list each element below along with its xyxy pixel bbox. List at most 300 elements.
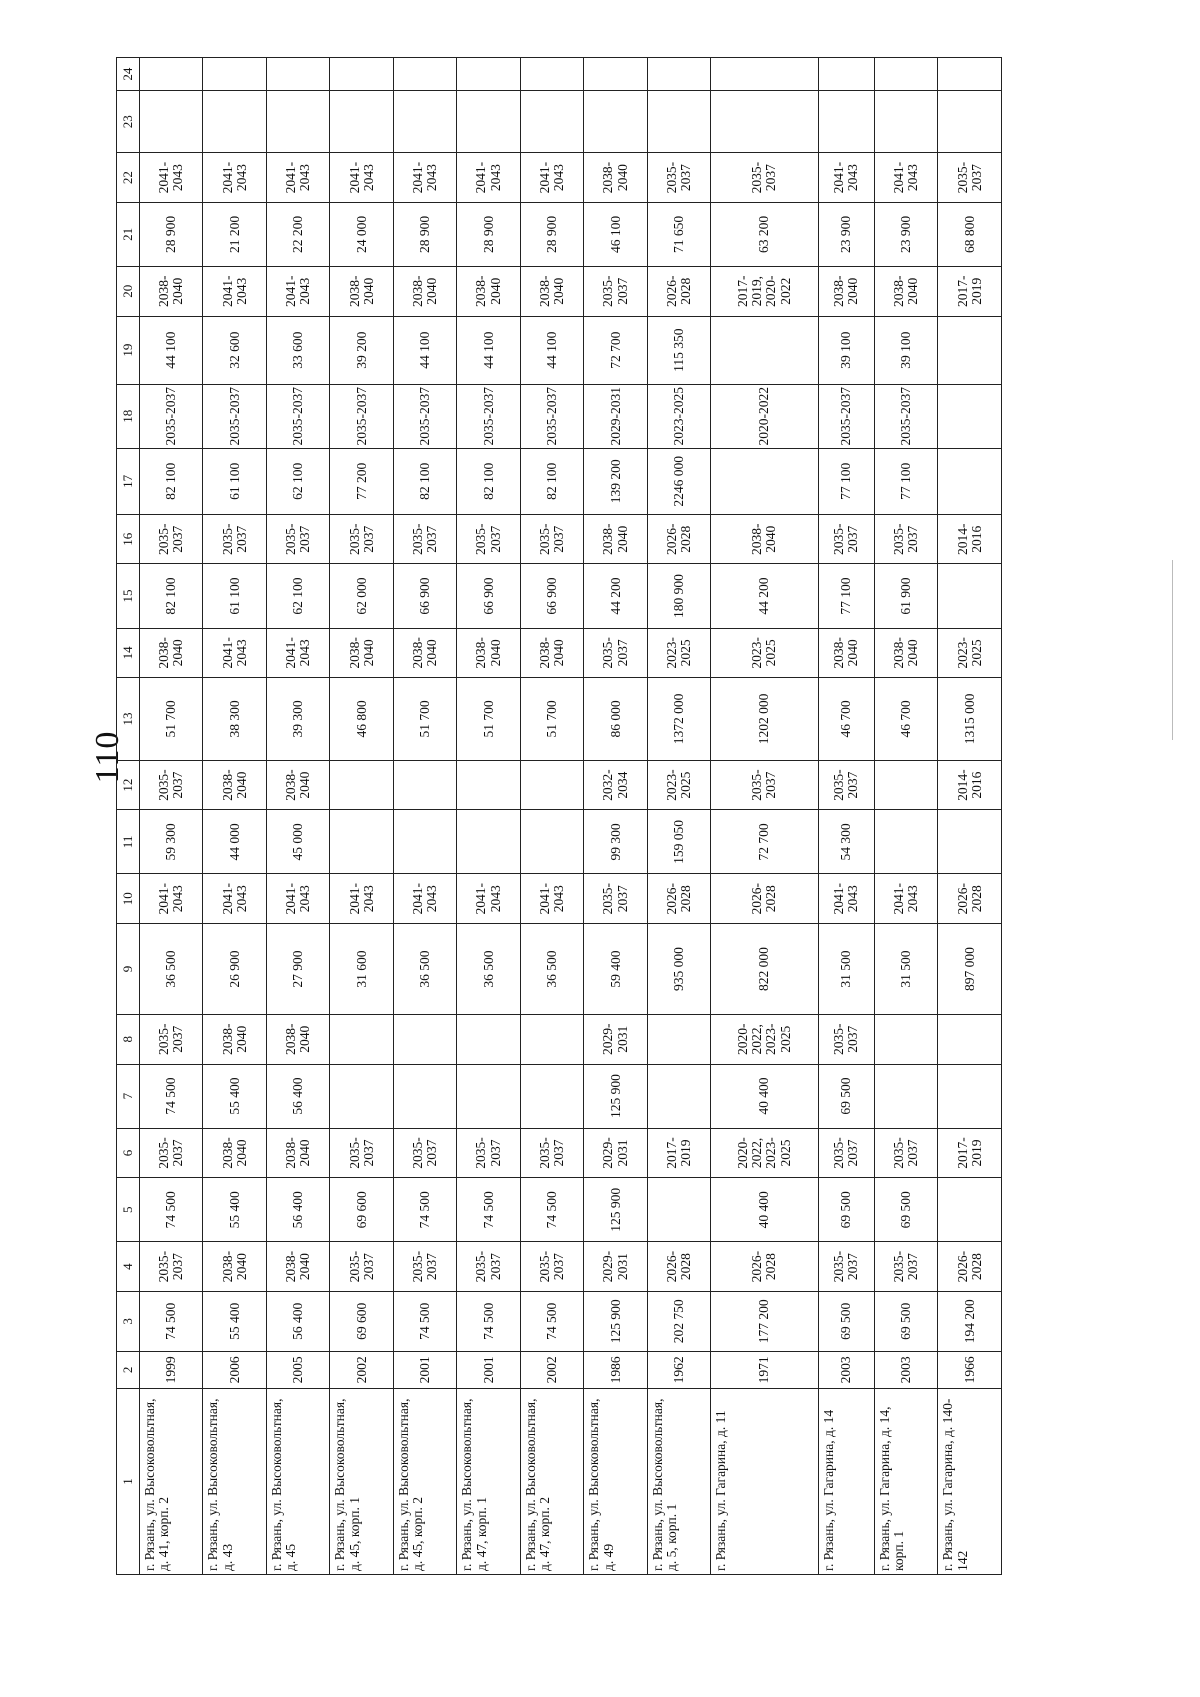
table-cell: 61 900 [874,564,937,628]
column-header-17: 17 [117,448,140,514]
table-cell [140,58,203,91]
table-cell [874,1064,937,1128]
column-header-12: 12 [117,760,140,810]
table-cell: 115 350 [647,316,710,384]
table-cell: 72 700 [711,810,818,874]
table-cell: 61 100 [203,448,266,514]
column-header-16: 16 [117,514,140,564]
table-cell: 24 000 [330,202,393,266]
table-cell: 66 900 [393,564,456,628]
table-cell: 2035-2037 [520,1128,583,1178]
table-cell: 23 900 [818,202,874,266]
table-cell: 74 500 [393,1178,456,1242]
table-cell: 2041-2043 [266,266,329,316]
table-cell: 55 400 [203,1291,266,1351]
table-cell: 2035-2037 [330,514,393,564]
table-cell: 2035-2037 [140,1014,203,1064]
table-cell: 2035-2037 [938,153,1002,203]
table-cell: 2038-2040 [818,266,874,316]
table-cell: 36 500 [140,924,203,1015]
table-cell: 39 200 [330,316,393,384]
table-cell: 2041-2043 [520,153,583,203]
table-cell: 86 000 [584,678,647,761]
table-cell: 38 300 [203,678,266,761]
table-cell [203,91,266,153]
table-cell: 180 900 [647,564,710,628]
table-cell: 2035-2037 [818,760,874,810]
table-cell: 125 900 [584,1178,647,1242]
address-cell: г. Рязань, ул. Гагарина, д. 14, корп. 1 [874,1389,937,1575]
table-row [874,58,937,1575]
table-cell: 31 500 [874,924,937,1015]
table-cell: 2041-2043 [266,874,329,924]
table-cell: 2005 [266,1351,329,1388]
table-row [330,58,393,1575]
table-cell: 2003 [818,1351,874,1388]
table-cell [457,58,520,91]
table-cell: 2041-2043 [203,153,266,203]
table-cell [874,58,937,91]
table-cell: 21 200 [203,202,266,266]
column-header-14: 14 [117,628,140,678]
table-cell: 2041-2043 [874,874,937,924]
table-cell: 2038-2040 [203,1128,266,1178]
table-cell [330,810,393,874]
table-cell: 74 500 [520,1178,583,1242]
table-cell [457,1064,520,1128]
table-cell [520,760,583,810]
table-cell: 51 700 [457,678,520,761]
table-cell: 2041-2043 [203,266,266,316]
table-cell: 2041-2043 [818,153,874,203]
table-cell: 139 200 [584,448,647,514]
address-cell: г. Рязань, ул. Высоковольтная, д. 45, корп. 1 [330,1389,393,1575]
table-cell [393,91,456,153]
table-cell: 33 600 [266,316,329,384]
table-cell: 2035-2037 [457,514,520,564]
table-cell: 28 900 [457,202,520,266]
table-cell: 2038-2040 [584,153,647,203]
table-cell: 2026-2028 [647,1242,710,1292]
table-cell: 2038-2040 [874,628,937,678]
table-cell [938,448,1002,514]
table-cell: 23 900 [874,202,937,266]
table-cell: 2026-2028 [711,874,818,924]
table-cell: 51 700 [140,678,203,761]
table-cell: 62 000 [330,564,393,628]
table-row [203,58,266,1575]
address-cell: г. Рязань, ул. Высоковольтная, д. 43 [203,1389,266,1575]
table-cell: 74 500 [520,1291,583,1351]
table-cell [938,564,1002,628]
table-cell: 39 100 [874,316,937,384]
table-cell [647,1064,710,1128]
table-cell: 2035-2037 [520,514,583,564]
table-cell [457,91,520,153]
address-cell: г. Рязань, ул. Гагарина, д. 140-142 [938,1389,1002,1575]
table-cell: 28 900 [140,202,203,266]
column-header-10: 10 [117,874,140,924]
column-header-11: 11 [117,810,140,874]
table-cell: 2026-2028 [711,1242,818,1292]
table-cell [938,91,1002,153]
table-cell: 2038-2040 [330,266,393,316]
table-cell: 2029-2031 [584,1242,647,1292]
table-cell: 1971 [711,1351,818,1388]
table-cell: 2023-2025 [647,760,710,810]
table-cell: 39 300 [266,678,329,761]
table-cell [457,1014,520,1064]
table-cell: 2038-2040 [140,266,203,316]
table-cell: 2038-2040 [266,1128,329,1178]
table-cell: 2026-2028 [647,514,710,564]
table-cell: 2041-2043 [266,153,329,203]
rotated-table-container [116,57,1002,1575]
table-row [457,58,520,1575]
table-cell [330,1064,393,1128]
table-cell: 1986 [584,1351,647,1388]
table-cell: 2035-2037 [584,266,647,316]
table-cell: 2038-2040 [711,514,818,564]
table-cell [330,760,393,810]
table-cell: 1999 [140,1351,203,1388]
table-cell: 2038-2040 [140,628,203,678]
table-row [393,58,456,1575]
address-cell: г. Рязань, ул. Высоковольтная, д. 5, корп. 1 [647,1389,710,1575]
table-cell: 74 500 [140,1178,203,1242]
table-cell [938,1014,1002,1064]
table-cell: 2035-2037 [818,384,874,448]
table-cell: 177 200 [711,1291,818,1351]
table-cell: 2001 [457,1351,520,1388]
table-cell: 55 400 [203,1064,266,1128]
table-cell: 2017-2019 [647,1128,710,1178]
table-cell: 99 300 [584,810,647,874]
table-cell [874,760,937,810]
table-cell: 2035-2037 [818,514,874,564]
table-cell: 2020-2022 [711,384,818,448]
table-cell: 935 000 [647,924,710,1015]
table-cell: 2035-2037 [330,384,393,448]
table-cell: 2023-2025 [647,628,710,678]
table-cell: 46 700 [874,678,937,761]
table-cell: 51 700 [520,678,583,761]
table-cell: 36 500 [393,924,456,1015]
table-cell: 2038-2040 [203,1014,266,1064]
table-cell: 68 800 [938,202,1002,266]
table-cell: 2032-2034 [584,760,647,810]
table-cell: 69 600 [330,1178,393,1242]
table-cell: 2035-2037 [584,628,647,678]
column-header-7: 7 [117,1064,140,1128]
table-cell: 2035-2037 [266,384,329,448]
column-header-3: 3 [117,1291,140,1351]
column-header-21: 21 [117,202,140,266]
table-cell: 1966 [938,1351,1002,1388]
table-cell [393,1064,456,1128]
table-cell: 2035-2037 [874,1242,937,1292]
table-cell: 2041-2043 [457,874,520,924]
table-cell [711,58,818,91]
table-cell: 2002 [330,1351,393,1388]
column-header-4: 4 [117,1242,140,1292]
table-cell: 2041-2043 [457,153,520,203]
table-cell: 2035-2037 [140,1128,203,1178]
table-cell: 74 500 [393,1291,456,1351]
table-cell: 77 100 [818,564,874,628]
table-cell: 159 050 [647,810,710,874]
table-cell [393,760,456,810]
table-cell: 74 500 [140,1291,203,1351]
table-cell: 69 500 [818,1291,874,1351]
table-cell: 2041-2043 [330,874,393,924]
column-header-18: 18 [117,384,140,448]
column-header-1: 1 [117,1389,140,1575]
table-cell: 31 500 [818,924,874,1015]
table-cell [874,810,937,874]
table-cell [330,58,393,91]
table-cell: 2035-2037 [393,384,456,448]
table-row [711,58,818,1575]
table-cell: 2035-2037 [818,1014,874,1064]
table-cell: 22 200 [266,202,329,266]
table-cell [647,58,710,91]
table-cell: 2035-2037 [140,384,203,448]
address-cell: г. Рязань, ул. Высоковольтная, д. 41, корп. 2 [140,1389,203,1575]
table-cell [266,91,329,153]
table-cell: 2038-2040 [203,1242,266,1292]
table-cell: 2026-2028 [938,1242,1002,1292]
table-cell: 2035-2037 [457,1128,520,1178]
column-header-2: 2 [117,1351,140,1388]
table-cell: 59 300 [140,810,203,874]
address-cell: г. Рязань, ул. Гагарина, д. 14 [818,1389,874,1575]
table-cell: 1315 000 [938,678,1002,761]
table-cell [393,1014,456,1064]
table-row [266,58,329,1575]
table-cell: 28 900 [520,202,583,266]
column-header-23: 23 [117,91,140,153]
column-header-22: 22 [117,153,140,203]
table-cell: 56 400 [266,1178,329,1242]
table-cell: 82 100 [140,448,203,514]
table-cell: 40 400 [711,1064,818,1128]
table-cell [330,91,393,153]
table-cell: 2041-2043 [393,153,456,203]
table-cell: 2020-2022, 2023-2025 [711,1014,818,1064]
table-cell [457,760,520,810]
column-header-8: 8 [117,1014,140,1064]
table-cell: 2035-2037 [330,1128,393,1178]
address-cell: г. Рязань, ул. Высоковольтная, д. 47, корп. 2 [520,1389,583,1575]
table-cell: 2023-2025 [711,628,818,678]
table-cell: 56 400 [266,1291,329,1351]
table-cell [938,384,1002,448]
table-cell: 2035-2037 [203,384,266,448]
table-cell: 2035-2037 [874,384,937,448]
table-cell: 2001 [393,1351,456,1388]
table-cell: 2006 [203,1351,266,1388]
table-cell [938,810,1002,874]
column-header-19: 19 [117,316,140,384]
table-cell: 2038-2040 [266,1242,329,1292]
table-cell: 2035-2037 [140,760,203,810]
table-cell [711,316,818,384]
table-cell: 62 100 [266,448,329,514]
scan-edge-line [1172,560,1173,740]
repair-schedule-table [116,57,1002,1575]
table-cell: 27 900 [266,924,329,1015]
table-cell: 46 100 [584,202,647,266]
table-cell [520,58,583,91]
table-cell: 44 000 [203,810,266,874]
table-row [520,58,583,1575]
table-cell: 2041-2043 [520,874,583,924]
table-cell: 2014-2016 [938,760,1002,810]
table-cell: 74 500 [457,1178,520,1242]
table-cell: 69 500 [874,1291,937,1351]
table-cell: 2014-2016 [938,514,1002,564]
table-cell: 82 100 [457,448,520,514]
table-cell: 2003 [874,1351,937,1388]
table-cell: 2035-2037 [393,1128,456,1178]
table-cell [874,91,937,153]
table-cell: 62 100 [266,564,329,628]
table-cell: 2035-2037 [330,1242,393,1292]
table-cell: 77 100 [874,448,937,514]
table-cell: 74 500 [140,1064,203,1128]
table-cell: 44 100 [393,316,456,384]
table-cell: 63 200 [711,202,818,266]
table-cell: 2041-2043 [393,874,456,924]
table-cell: 2038-2040 [393,628,456,678]
table-cell [520,1014,583,1064]
table-cell: 2035-2037 [818,1242,874,1292]
table-cell: 69 500 [818,1178,874,1242]
table-cell [393,810,456,874]
table-cell [874,1014,937,1064]
table-cell: 2017-2019, 2020-2022 [711,266,818,316]
table-row [818,58,874,1575]
table-cell: 2041-2043 [330,153,393,203]
table-cell: 2041-2043 [203,628,266,678]
table-cell: 44 200 [711,564,818,628]
table-cell [140,91,203,153]
table-cell: 61 100 [203,564,266,628]
column-header-6: 6 [117,1128,140,1178]
table-cell: 77 200 [330,448,393,514]
table-cell: 2035-2037 [140,1242,203,1292]
table-cell: 2020-2022, 2023-2025 [711,1128,818,1178]
table-cell: 55 400 [203,1178,266,1242]
table-cell [711,448,818,514]
table-cell: 36 500 [457,924,520,1015]
table-cell [203,58,266,91]
table-cell: 2035-2037 [520,384,583,448]
table-cell: 2038-2040 [874,266,937,316]
table-cell: 2035-2037 [266,514,329,564]
table-cell: 2041-2043 [818,874,874,924]
table-cell: 2038-2040 [266,1014,329,1064]
table-cell: 2035-2037 [393,514,456,564]
table-cell: 125 900 [584,1064,647,1128]
table-cell: 31 600 [330,924,393,1015]
table-cell [520,1064,583,1128]
address-cell: г. Рязань, ул. Высоковольтная, д. 45, корп. 2 [393,1389,456,1575]
table-cell: 202 750 [647,1291,710,1351]
table-cell: 32 600 [203,316,266,384]
table-cell: 2038-2040 [818,628,874,678]
table-cell [818,91,874,153]
table-cell: 1372 000 [647,678,710,761]
table-cell: 82 100 [393,448,456,514]
table-cell: 2029-2031 [584,1014,647,1064]
table-cell: 44 100 [457,316,520,384]
table-cell: 897 000 [938,924,1002,1015]
table-cell [938,316,1002,384]
table-cell: 71 650 [647,202,710,266]
table-cell: 44 100 [520,316,583,384]
table-row [140,58,203,1575]
table-cell [330,1014,393,1064]
table-cell: 28 900 [393,202,456,266]
table-cell: 125 900 [584,1291,647,1351]
table-cell: 39 100 [818,316,874,384]
column-header-13: 13 [117,678,140,761]
table-cell: 2035-2037 [874,1128,937,1178]
table-cell: 2035-2037 [393,1242,456,1292]
table-cell: 1202 000 [711,678,818,761]
address-cell: г. Рязань, ул. Гагарина, д. 11 [711,1389,818,1575]
table-cell [938,1064,1002,1128]
table-body [140,58,1002,1575]
table-cell: 69 500 [874,1178,937,1242]
table-cell: 44 100 [140,316,203,384]
table-cell [938,1178,1002,1242]
table-cell: 2026-2028 [647,874,710,924]
table-cell: 822 000 [711,924,818,1015]
table-cell: 2038-2040 [520,628,583,678]
table-cell [647,91,710,153]
table-cell: 46 700 [818,678,874,761]
column-header-5: 5 [117,1178,140,1242]
table-cell: 2002 [520,1351,583,1388]
table-cell: 2035-2037 [647,153,710,203]
table-cell: 82 100 [140,564,203,628]
table-cell [584,91,647,153]
table-cell: 2038-2040 [457,266,520,316]
table-cell: 2035-2037 [711,153,818,203]
column-header-20: 20 [117,266,140,316]
table-cell [520,91,583,153]
table-cell: 2041-2043 [874,153,937,203]
table-cell [266,58,329,91]
table-cell: 2038-2040 [520,266,583,316]
table-cell [647,1014,710,1064]
table-row [584,58,647,1575]
table-cell: 2029-2031 [584,384,647,448]
table-cell: 2023-2025 [938,628,1002,678]
table-cell: 2035-2037 [711,760,818,810]
table-cell: 2026-2028 [647,266,710,316]
table-cell: 56 400 [266,1064,329,1128]
table-cell [818,58,874,91]
table-cell: 2017-2019 [938,1128,1002,1178]
table-cell: 40 400 [711,1178,818,1242]
table-cell [457,810,520,874]
table-cell: 74 500 [457,1291,520,1351]
table-cell: 2246 000 [647,448,710,514]
